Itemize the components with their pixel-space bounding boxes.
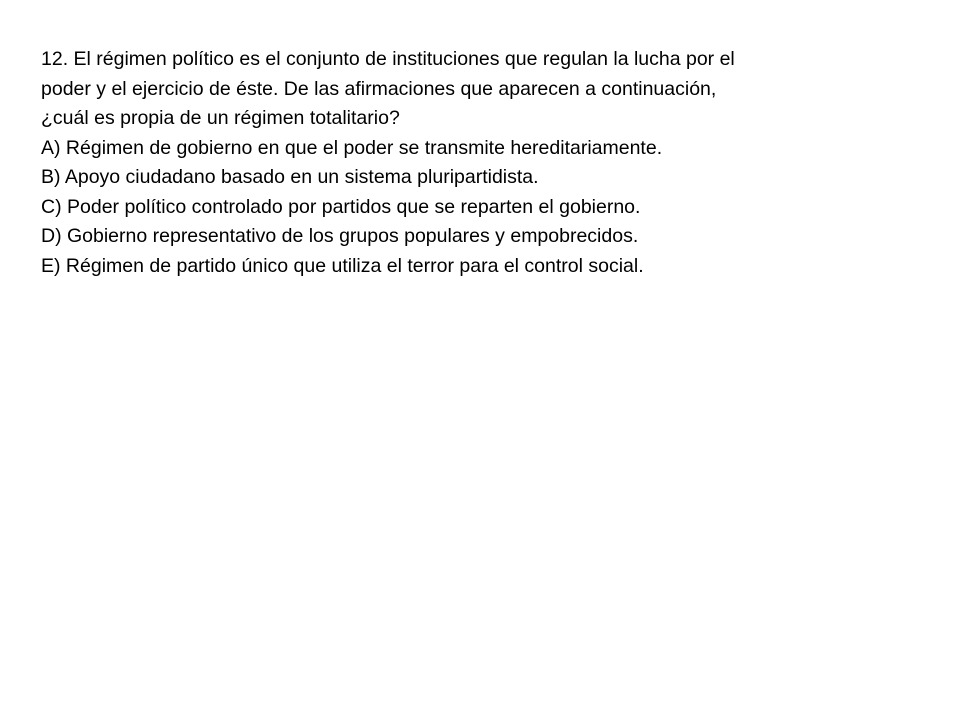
option-b: B) Apoyo ciudadano basado en un sistema pluripartidista.	[41, 166, 539, 188]
option-d: D) Gobierno representativo de los grupos populares y empobrecidos.	[41, 225, 639, 247]
option-a: A) Régimen de gobierno en que el poder se transmite hereditariamente.	[41, 136, 663, 159]
option-c: C) Poder político controlado por partidos que se reparten el gobierno.	[41, 195, 641, 218]
question-line: ¿cuál es propia de un régimen totalitario?	[41, 107, 400, 129]
question-block	[41, 45, 921, 281]
option-e: E) Régimen de partido único que utiliza el terror para el control social.	[41, 254, 644, 277]
question-line: 12. El régimen político es el conjunto de instituciones que regulan la lucha por el	[41, 48, 735, 70]
question-line: poder y el ejercicio de éste. De las afirmaciones que aparecen a continuación,	[41, 77, 717, 100]
